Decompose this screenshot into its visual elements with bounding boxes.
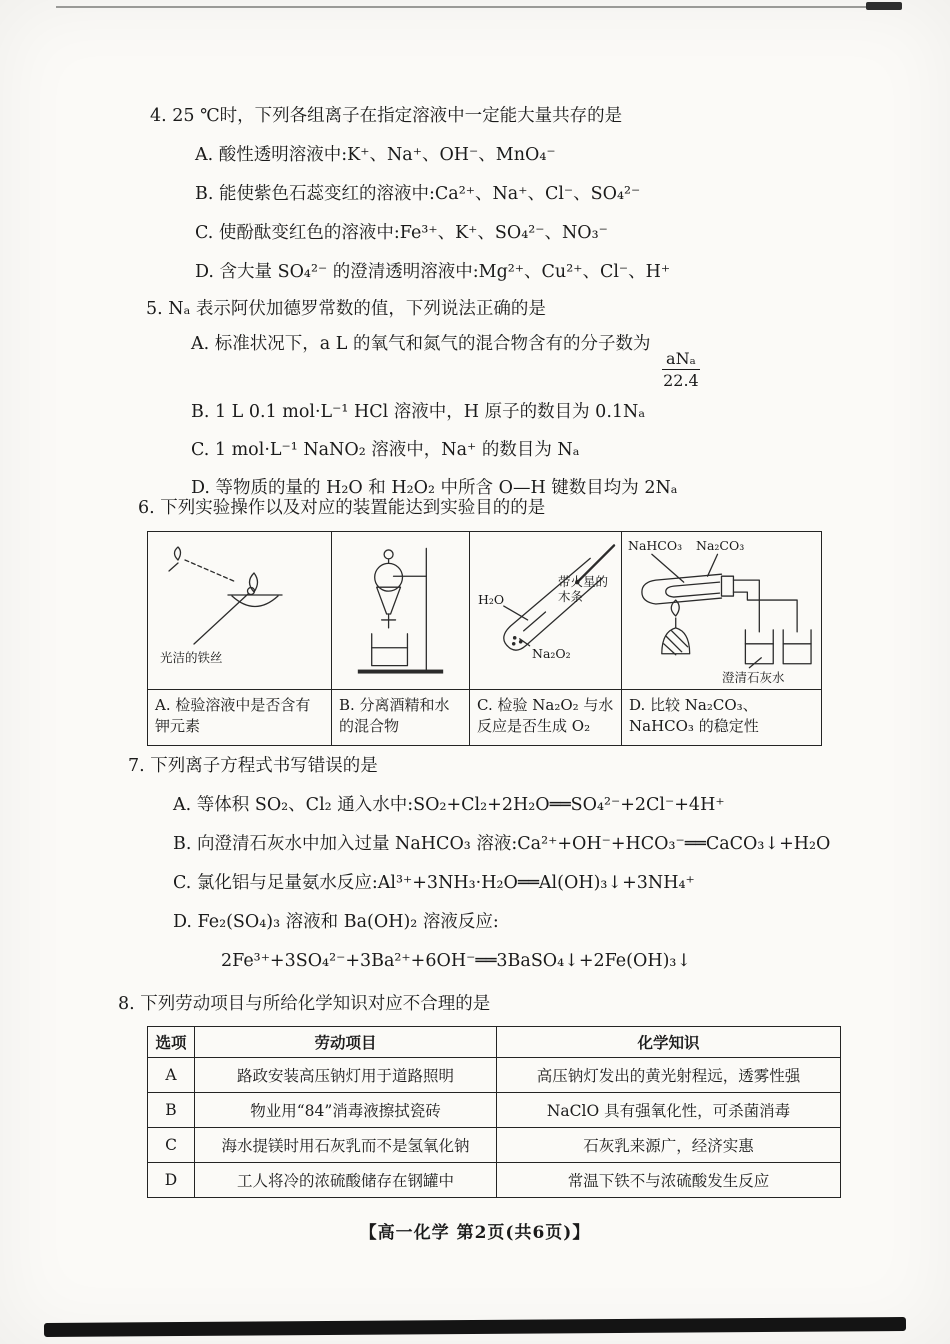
fraction-denominator: 22.4 — [663, 371, 699, 391]
limewater-label: 澄清石灰水 — [722, 670, 785, 685]
question-8-stem: 8. 下列劳动项目与所给化学知识对应不合理的是 — [118, 994, 491, 1014]
fraction — [662, 349, 700, 390]
question-5-option-a-text: A. 标准状况下，a L 的氧气和氮气的混合物含有的分子数为 — [191, 334, 651, 354]
question-7-option-b: B. 向澄清石灰水中加入过量 NaHCO₃ 溶液:Ca²⁺+OH⁻+HCO₃⁻══CaCO₃↓+H₂O — [173, 834, 831, 854]
q8-row-d-option: D — [148, 1162, 194, 1197]
question-4-option-d: D. 含大量 SO₄²⁻ 的澄清透明溶液中:Mg²⁺、Cu²⁺、Cl⁻、H⁺ — [195, 262, 671, 282]
q8-row-c-option: C — [148, 1127, 194, 1162]
question-5-stem: 5. Nₐ 表示阿伏加德罗常数的值，下列说法正确的是 — [146, 299, 546, 319]
question-7-stem: 7. 下列离子方程式书写错误的是 — [128, 756, 378, 776]
q8-row-d-knowledge: 常温下铁不与浓硫酸发生反应 — [496, 1162, 840, 1197]
scan-artifact-top-line — [56, 6, 876, 8]
q6-caption-b: B. 分离酒精和水的混合物 — [331, 689, 469, 745]
q8-row-d-project: 工人将冷的浓硫酸储存在钢罐中 — [194, 1162, 496, 1197]
question-5-option-a — [191, 332, 700, 390]
scan-artifact-bottom-bar — [44, 1317, 906, 1337]
q6-apparatus-cell-b — [331, 532, 469, 689]
question-8 — [118, 992, 490, 1017]
question-5-option-d: D. 等物质的量的 H₂O 和 H₂O₂ 中所含 O—H 键数目均为 2Nₐ — [191, 478, 678, 499]
question-4-option-c: C. 使酚酞变红色的溶液中:Fe³⁺、K⁺、SO₄²⁻、NO₃⁻ — [195, 223, 608, 243]
question-7-option-a: A. 等体积 SO₂、Cl₂ 通入水中:SO₂+Cl₂+2H₂O══SO₄²⁻+2Cl⁻+4H⁺ — [173, 795, 725, 815]
question-8-table — [147, 1026, 841, 1198]
question-7-option-d: D. Fe₂(SO₄)₃ 溶液和 Ba(OH)₂ 溶液反应: — [173, 912, 499, 932]
question-4-stem: 4. 25 ℃时，下列各组离子在指定溶液中一定能大量共存的是 — [150, 106, 623, 126]
glowing-splint-label: 带火星的木条 — [558, 574, 609, 604]
question-4 — [150, 104, 670, 285]
scan-artifact-top-blob — [866, 2, 902, 10]
q8-row-b-option: B — [148, 1092, 194, 1127]
q8-row-a-project: 路政安装高压钠灯用于道路照明 — [194, 1057, 496, 1092]
flame-test-apparatus-icon — [148, 532, 331, 689]
q8-header-knowledge: 化学知识 — [496, 1027, 840, 1057]
q6-caption-d: D. 比较 Na₂CO₃、NaHCO₃ 的稳定性 — [621, 689, 821, 745]
question-6 — [138, 496, 545, 521]
q8-row-c-knowledge: 石灰乳来源广，经济实惠 — [496, 1127, 840, 1162]
q6-caption-c: C. 检验 Na₂O₂ 与水反应是否生成 O₂ — [469, 689, 621, 745]
carbonate-stability-apparatus-icon — [622, 532, 821, 689]
question-7-option-c: C. 氯化铝与足量氨水反应:Al³⁺+3NH₃·H₂O══Al(OH)₃↓+3NH₄⁺ — [173, 873, 695, 893]
q8-row-c-project: 海水提镁时用石灰乳而不是氢氧化钠 — [194, 1127, 496, 1162]
q8-row-b-project: 物业用“84”消毒液擦拭瓷砖 — [194, 1092, 496, 1127]
q8-row-a-option: A — [148, 1057, 194, 1092]
question-7 — [128, 753, 830, 974]
q8-header-option: 选项 — [155, 1033, 187, 1052]
water-label: H₂O — [478, 592, 505, 607]
q6-caption-a: A. 检验溶液中是否含有钾元素 — [148, 689, 331, 745]
q6-apparatus-cell-d — [621, 532, 821, 689]
question-5-option-c: C. 1 mol·L⁻¹ NaNO₂ 溶液中，Na⁺ 的数目为 Nₐ — [191, 440, 580, 461]
question-4-option-b: B. 能使紫色石蕊变红的溶液中:Ca²⁺、Na⁺、Cl⁻、SO₄²⁻ — [195, 184, 641, 204]
fraction-numerator: aNₐ — [662, 349, 700, 370]
q8-row-b-knowledge: NaClO 具有强氧化性，可杀菌消毒 — [496, 1092, 840, 1127]
question-6-apparatus-table — [147, 531, 822, 746]
q6-apparatus-cell-c — [469, 532, 621, 689]
question-4-option-a: A. 酸性透明溶液中:K⁺、Na⁺、OH⁻、MnO₄⁻ — [195, 145, 556, 165]
sodium-carbonate-label: Na₂CO₃ — [696, 538, 745, 553]
test-tube-splint-apparatus-icon — [470, 532, 621, 689]
question-5 — [146, 297, 700, 501]
sodium-peroxide-label: Na₂O₂ — [532, 646, 571, 661]
question-6-stem: 6. 下列实验操作以及对应的装置能达到实验目的的是 — [138, 498, 546, 518]
q8-header-project: 劳动项目 — [194, 1027, 496, 1057]
flame-test-wire-label: 光洁的铁丝 — [160, 650, 223, 665]
question-5-option-b: B. 1 L 0.1 mol·L⁻¹ HCl 溶液中，H 原子的数目为 0.1Nₐ — [191, 402, 646, 423]
sodium-bicarbonate-label: NaHCO₃ — [628, 538, 683, 553]
q8-row-a-knowledge: 高压钠灯发出的黄光射程远，透雾性强 — [496, 1057, 840, 1092]
separating-funnel-apparatus-icon — [332, 532, 469, 689]
page-footer: 【高一化学 第2页(共6页)】 — [359, 1223, 591, 1243]
q6-apparatus-cell-a — [148, 532, 331, 689]
question-7-option-d-equation: 2Fe³⁺+3SO₄²⁻+3Ba²⁺+6OH⁻══3BaSO₄↓+2Fe(OH)₃↓ — [221, 951, 692, 971]
